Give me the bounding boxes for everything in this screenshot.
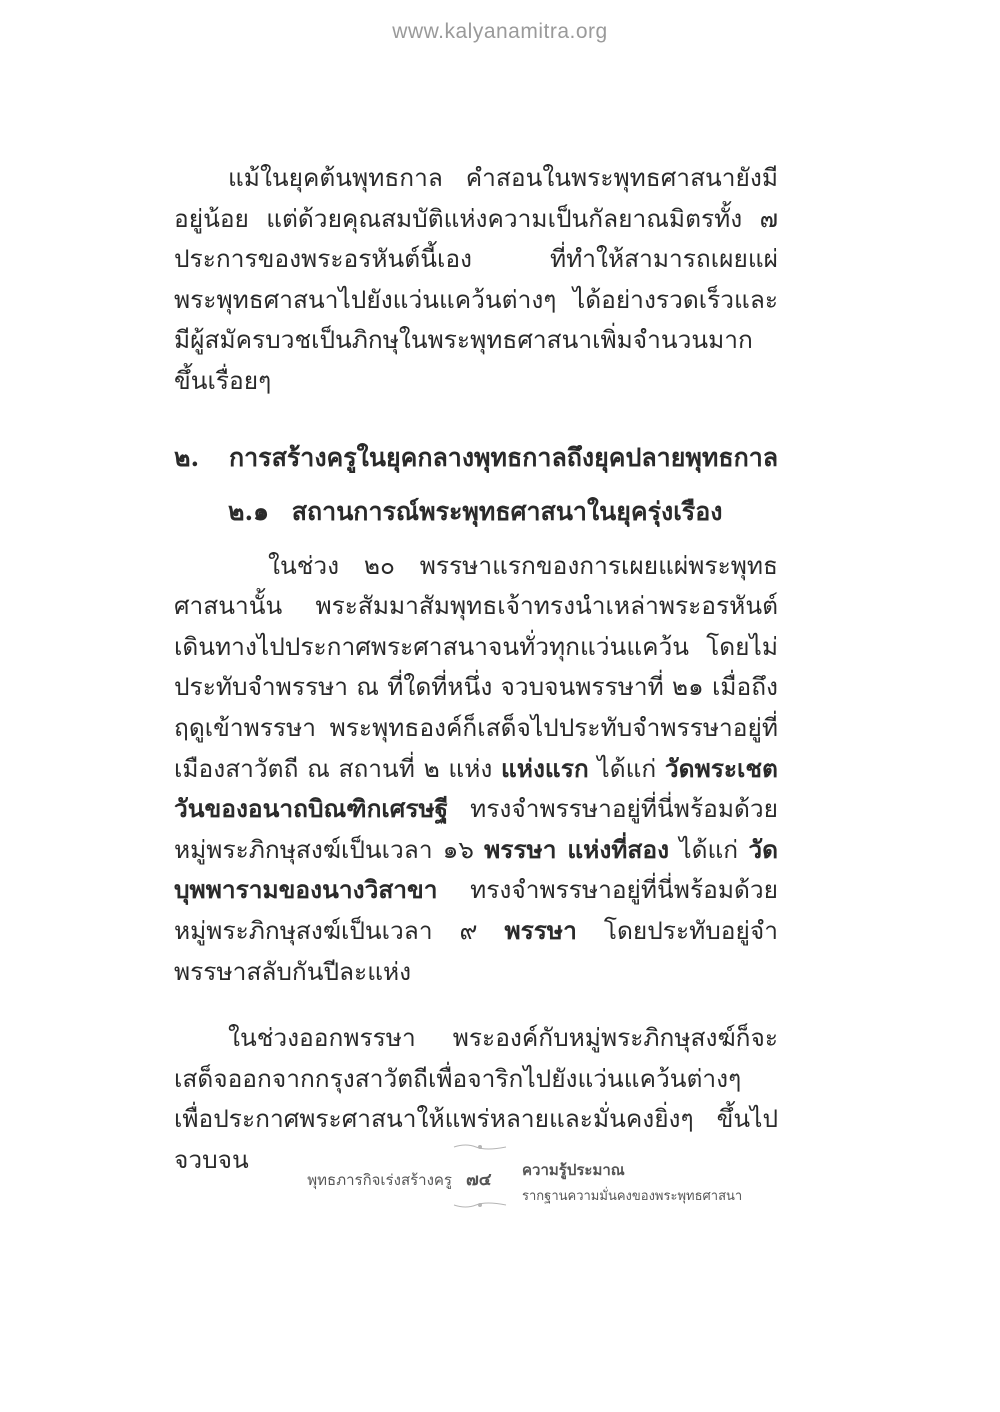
subsection-number: ๒.๑ <box>228 496 270 526</box>
bold-second-place: พรรษา แห่งที่สอง <box>484 834 670 864</box>
page-body <box>174 158 778 1180</box>
subsection-title: สถานการณ์พระพุทธศาสนาในยุครุ่งเรือง <box>291 496 723 526</box>
text-run: ในช่วง ๒๐ พรรษาแรกของการเผยแผ่พระพุทธศาสนานั้น พระสัมมาสัมพุทธเจ้าทรงนำเหล่าพระอรหันต์เดินทางไปประกาศพระศาสนาจนทั่วทุกแว่นแคว้น โดยไม่ประทับจำพรรษา ณ ที่ใดที่หนึ่ง จวบจนพรรษาที่ ๒๑ เมื่อถึงฤดูเข้าพรรษา พระพุทธองค์ก็เสด็จไปประทับจำพรรษาอยู่ที่เมืองสาวัตถี ณ สถานที่ ๒ แห่ง <box>174 550 778 783</box>
section-number: ๒. <box>174 442 200 472</box>
book-title: พุทธภารกิจเร่งสร้างครู <box>307 1171 452 1189</box>
paragraph-rainy-season <box>174 546 778 993</box>
watermark-url: www.kalyanamitra.org <box>392 20 608 43</box>
text-run: ทรงจำพรรษาอยู่ที่นี่พร้อมด้วยหมู่พระภิกษุสงฆ์เป็นเวลา ๑๖ <box>174 794 778 864</box>
text-run: โดยประทับอยู่จำพรรษาสลับกันปีละแห่ง <box>174 915 778 986</box>
series-title: ความรู้ประมาณ <box>522 1161 625 1179</box>
paragraph-end-of-rains: ในช่วงออกพรรษา พระองค์กับหมู่พระภิกษุสงฆ์ก็จะเสด็จออกจากกรุงสาวัตถีเพื่อจาริกไปยังแว่นแคว้นต่างๆ เพื่อประกาศพระศาสนาให้แพร่หลายและมั่นคงยิ่งๆ ขึ้นไป จวบจน <box>174 1023 778 1174</box>
section-heading <box>174 438 778 478</box>
page-footer <box>0 1140 1000 1220</box>
series-block <box>522 1158 742 1206</box>
section-title: การสร้างครูในยุคกลางพุทธกาลถึงยุคปลายพุทธกาล <box>229 442 779 472</box>
subsection-heading <box>228 492 778 532</box>
text-run: ได้แก่ <box>679 834 739 864</box>
ornament-divider <box>452 1142 508 1152</box>
bold-first-place: แห่งแรก <box>501 753 589 783</box>
text-run: ทรงจำพรรษาอยู่ที่นี่พร้อมด้วยหมู่พระภิกษุสงฆ์เป็นเวลา ๙ <box>174 875 778 945</box>
ornament-divider <box>452 1200 508 1210</box>
bold-vassa: พรรษา <box>504 915 577 945</box>
paragraph-intro: แม้ในยุคต้นพุทธกาล คำสอนในพระพุทธศาสนายังมีอยู่น้อย แต่ด้วยคุณสมบัติแห่งความเป็นกัลยาณมิตรทั้ง ๗ ประการของพระอรหันต์นี้เอง ที่ทำให้สามารถเผยแผ่พระพุทธศาสนาไปยังแว่นแคว้นต่างๆ ได้อย่างรวดเร็วและมีผู้สมัครบวชเป็นภิกษุในพระพุทธศาสนาเพิ่มจำนวนมากขึ้นเรื่อยๆ <box>174 163 778 395</box>
page-number: ๗๔ <box>466 1170 492 1190</box>
text-run: ได้แก่ <box>597 753 657 783</box>
bold-pubbarama: วัดบุพพารามของนางวิสาขา <box>174 834 779 905</box>
bold-jetavana: วัดพระเชตวันของอนาถบิณฑิกเศรษฐี <box>174 753 778 824</box>
series-subtitle: รากฐานความมั่นคงของพระพุทธศาสนา <box>522 1189 743 1204</box>
